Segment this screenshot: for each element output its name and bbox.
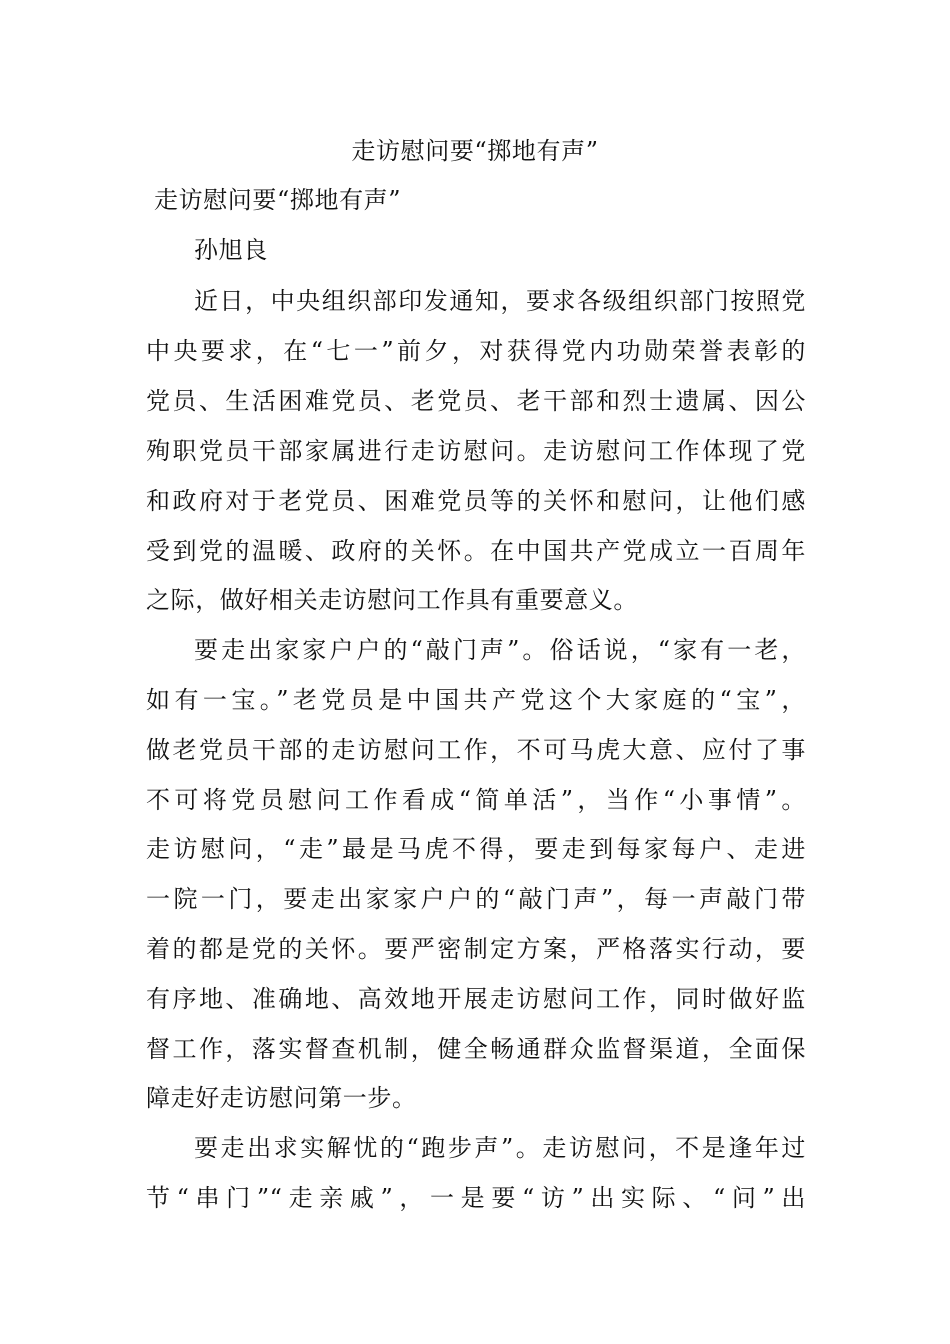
paragraph-line: 中央要求，在“七一”前夕，对获得党内功勋荣誉表彰的	[146, 337, 806, 365]
paragraph-line: 不可将党员慰问工作看成“简单活”，当作“小事情”。	[146, 786, 806, 814]
paragraph-line: 党员、生活困难党员、老党员、老干部和烈士遗属、因公	[146, 387, 806, 415]
paragraph-line: 受到党的温暖、政府的关怀。在中国共产党成立一百周年	[146, 537, 806, 565]
article-subtitle: 走访慰问要“掷地有声”	[154, 186, 402, 214]
paragraph-line: 近日，中央组织部印发通知，要求各级组织部门按照党	[194, 287, 806, 315]
paragraph-line: 障走好走访慰问第一步。	[146, 1084, 417, 1112]
paragraph-line: 做老党员干部的走访慰问工作，不可马虎大意、应付了事	[146, 736, 806, 764]
paragraph-line: 和政府对于老党员、困难党员等的关怀和慰问，让他们感	[146, 487, 806, 515]
paragraph-line: 着的都是党的关怀。要严密制定方案，严格落实行动，要	[146, 935, 806, 963]
paragraph-line: 如有一宝。”老党员是中国共产党这个大家庭的“宝”，	[146, 686, 806, 714]
paragraph-line: 节“串门”“走亲戚”，一是要“访”出实际、“问”出	[146, 1184, 806, 1212]
paragraph-line: 一院一门，要走出家家户户的“敲门声”，每一声敲门带	[146, 885, 806, 913]
paragraph-line: 殉职党员干部家属进行走访慰问。走访慰问工作体现了党	[146, 437, 806, 465]
paragraph-line: 督工作，落实督查机制，健全畅通群众监督渠道，全面保	[146, 1035, 806, 1063]
paragraph-line: 有序地、准确地、高效地开展走访慰问工作，同时做好监	[146, 985, 806, 1013]
author-name: 孙旭良	[194, 236, 268, 264]
paragraph-line: 要走出求实解忧的“跑步声”。走访慰问，不是逢年过	[194, 1134, 806, 1162]
page-title: 走访慰问要“掷地有声”	[351, 137, 599, 165]
paragraph-line: 走访慰问，“走”最是马虎不得，要走到每家每户、走进	[146, 835, 806, 863]
paragraph-line: 之际，做好相关走访慰问工作具有重要意义。	[146, 586, 638, 614]
paragraph-line: 要走出家家户户的“敲门声”。俗话说，“家有一老，	[194, 636, 806, 664]
